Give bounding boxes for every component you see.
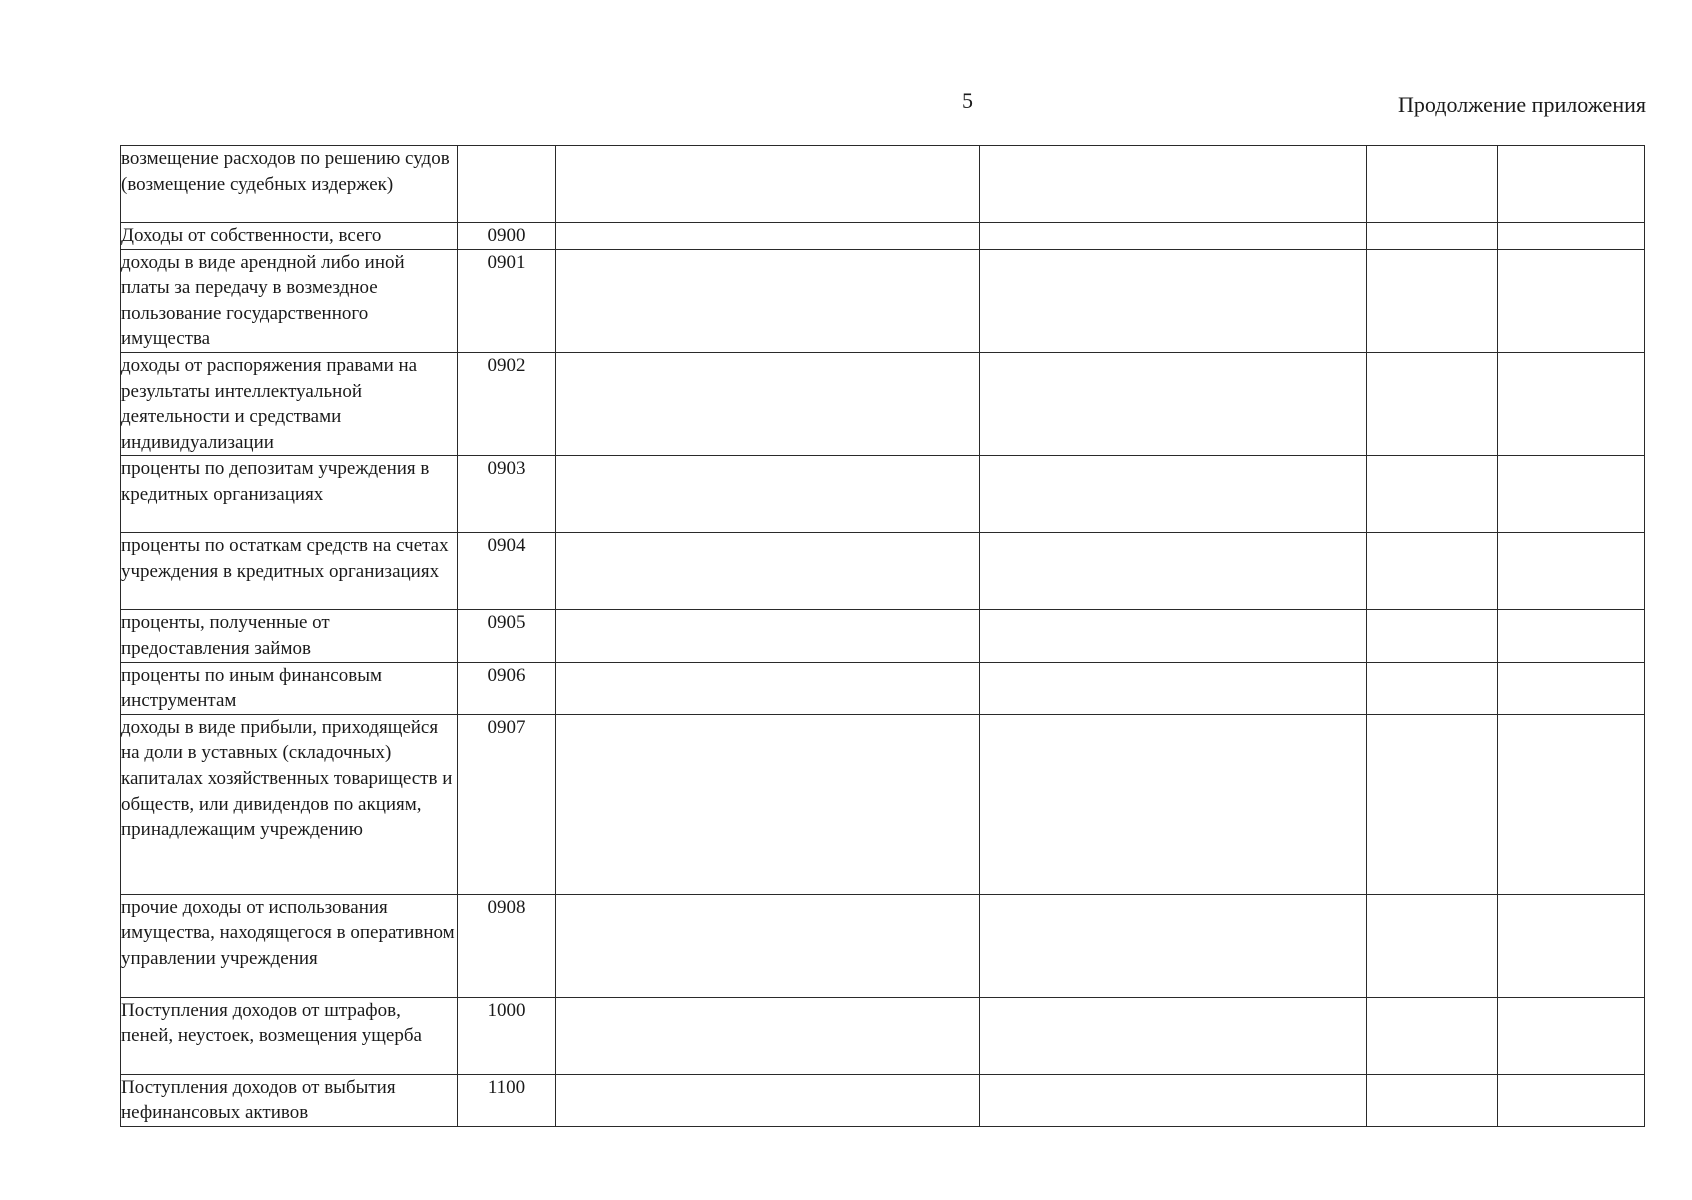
row-code: 0907	[458, 714, 556, 894]
value-cell	[1498, 1074, 1645, 1126]
row-code: 0904	[458, 533, 556, 610]
value-cell	[1367, 1074, 1498, 1126]
row-label: проценты по иным финансовым инструментам	[121, 662, 458, 714]
value-cell	[980, 249, 1367, 352]
value-cell	[1498, 249, 1645, 352]
value-cell	[1498, 662, 1645, 714]
value-cell	[980, 894, 1367, 997]
row-label: проценты по депозитам учреждения в кредитных организациях	[121, 456, 458, 533]
value-cell	[1367, 456, 1498, 533]
value-cell	[1367, 894, 1498, 997]
value-cell	[1498, 997, 1645, 1074]
value-cell	[556, 533, 980, 610]
value-cell	[980, 146, 1367, 223]
row-label: проценты, полученные от предоставления займов	[121, 610, 458, 662]
row-label: Поступления доходов от штрафов, пеней, неустоек, возмещения ущерба	[121, 997, 458, 1074]
value-cell	[980, 610, 1367, 662]
value-cell	[1367, 997, 1498, 1074]
value-cell	[556, 456, 980, 533]
value-cell	[556, 1074, 980, 1126]
table-row	[121, 533, 1645, 610]
value-cell	[1367, 662, 1498, 714]
income-table	[120, 145, 1645, 1127]
row-code: 0903	[458, 456, 556, 533]
row-code: 0905	[458, 610, 556, 662]
table-row	[121, 1074, 1645, 1126]
value-cell	[556, 223, 980, 250]
row-code: 0906	[458, 662, 556, 714]
value-cell	[1498, 894, 1645, 997]
row-label: доходы в виде арендной либо иной платы за передачу в возмездное пользование государственного имущества	[121, 249, 458, 352]
value-cell	[980, 223, 1367, 250]
value-cell	[1367, 714, 1498, 894]
row-code	[458, 146, 556, 223]
table-row	[121, 997, 1645, 1074]
row-code: 0901	[458, 249, 556, 352]
value-cell	[556, 146, 980, 223]
value-cell	[1498, 146, 1645, 223]
value-cell	[1367, 249, 1498, 352]
value-cell	[1498, 610, 1645, 662]
row-code: 0908	[458, 894, 556, 997]
row-label: Доходы от собственности, всего	[121, 223, 458, 250]
value-cell	[980, 456, 1367, 533]
table-row	[121, 249, 1645, 352]
value-cell	[556, 662, 980, 714]
row-label: прочие доходы от использования имущества, находящегося в оперативном управлении учреждения	[121, 894, 458, 997]
row-code: 0902	[458, 352, 556, 455]
table-row	[121, 352, 1645, 455]
value-cell	[1367, 352, 1498, 455]
page-number: 5	[962, 88, 973, 113]
value-cell	[1498, 352, 1645, 455]
value-cell	[980, 662, 1367, 714]
table-row	[121, 146, 1645, 223]
value-cell	[556, 997, 980, 1074]
value-cell	[980, 1074, 1367, 1126]
value-cell	[556, 352, 980, 455]
value-cell	[1367, 610, 1498, 662]
value-cell	[1498, 223, 1645, 250]
table-row	[121, 223, 1645, 250]
table-row	[121, 894, 1645, 997]
row-code: 1100	[458, 1074, 556, 1126]
value-cell	[556, 714, 980, 894]
row-label: доходы от распоряжения правами на результаты интеллектуальной деятельности и средствами индивидуализации	[121, 352, 458, 455]
value-cell	[556, 610, 980, 662]
table-row	[121, 714, 1645, 894]
value-cell	[556, 249, 980, 352]
row-label: Поступления доходов от выбытия нефинансовых активов	[121, 1074, 458, 1126]
table-row	[121, 662, 1645, 714]
continuation-heading: Продолжение приложения	[1398, 92, 1646, 117]
value-cell	[1498, 456, 1645, 533]
table-row	[121, 610, 1645, 662]
row-label: возмещение расходов по решению судов (возмещение судебных издержек)	[121, 146, 458, 223]
value-cell	[556, 894, 980, 997]
row-code: 0900	[458, 223, 556, 250]
value-cell	[1498, 714, 1645, 894]
value-cell	[1367, 146, 1498, 223]
row-label: доходы в виде прибыли, приходящейся на доли в уставных (складочных) капиталах хозяйственных товариществ и обществ, или дивидендов по акциям, принадлежащим учреждению	[121, 714, 458, 894]
value-cell	[1498, 533, 1645, 610]
value-cell	[1367, 223, 1498, 250]
value-cell	[980, 533, 1367, 610]
value-cell	[1367, 533, 1498, 610]
table-row	[121, 456, 1645, 533]
value-cell	[980, 352, 1367, 455]
value-cell	[980, 714, 1367, 894]
value-cell	[980, 997, 1367, 1074]
row-label: проценты по остаткам средств на счетах учреждения в кредитных организациях	[121, 533, 458, 610]
row-code: 1000	[458, 997, 556, 1074]
